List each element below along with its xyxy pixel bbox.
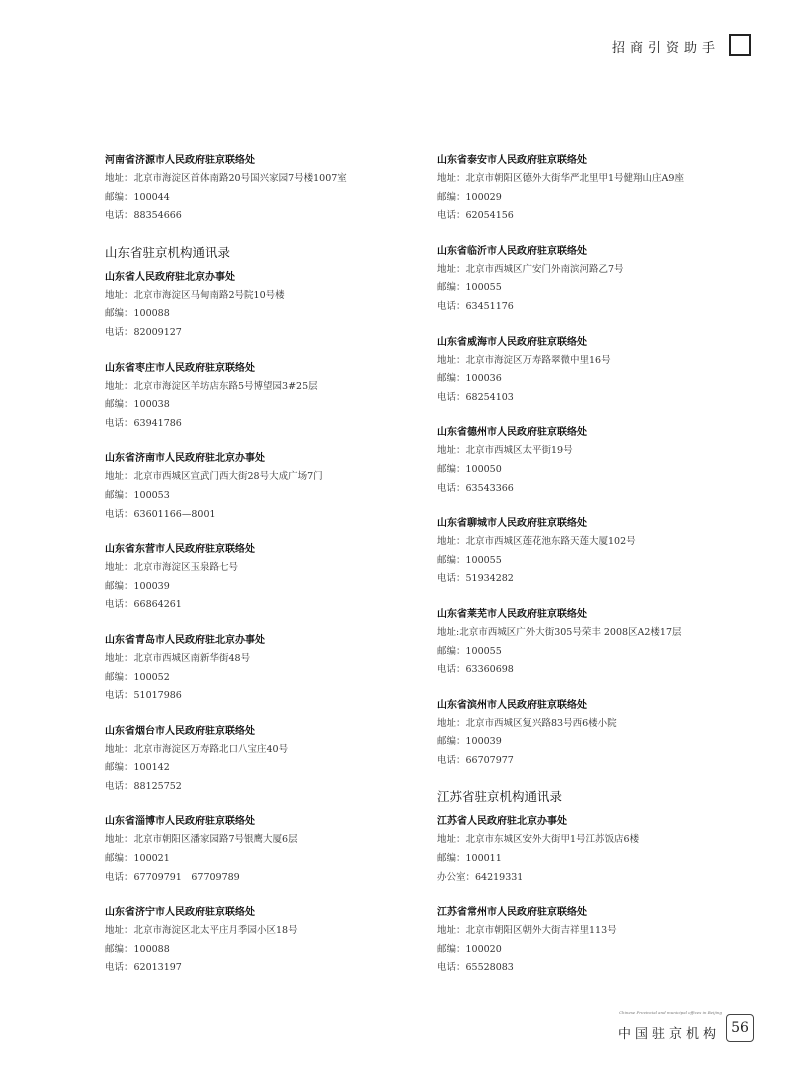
entry-phone: 电话：51934282 [437,573,514,585]
entry-name: 山东省威海市人民政府驻京联络处 [437,336,587,348]
entry-address: 地址：北京市海淀区羊坊店东路5号博望园3#25层 [105,380,318,392]
footer-chinese-title: 中国驻京机构 [617,1027,720,1042]
entry-phone: 电话：63360698 [437,664,514,676]
directory-entry [437,697,737,771]
entry-address: 地址:北京市西城区广外大街305号荣丰 2008区A2楼17层 [437,626,682,638]
directory-entry [437,334,737,408]
entry-name: 山东省滨州市人民政府驻京联络处 [437,699,587,711]
entry-address: 地址：北京市海淀区万寿路翠微中里16号 [437,354,611,366]
entry-postcode: 邮编：100039 [105,580,170,592]
entry-phone: 电话：66864261 [105,599,182,611]
section-heading: 山东省驻京机构通讯录 [105,244,231,260]
entry-postcode: 邮编：100021 [105,853,170,865]
directory-entry [437,904,737,978]
entry-name: 江苏省常州市人民政府驻京联络处 [437,907,587,919]
section-heading: 江苏省驻京机构通讯录 [437,789,563,805]
entry-address: 地址：北京市海淀区万寿路北口八宝庄40号 [105,743,289,755]
entry-postcode: 邮编：100055 [437,645,502,657]
entry-phone: 电话：62013197 [105,962,182,974]
entry-address: 地址：北京市海淀区马甸南路2号院10号楼 [105,289,285,301]
entry-phone: 电话：63451176 [437,300,514,312]
header-box-icon [729,34,751,56]
header-title: 招商引资助手 [611,41,720,56]
entry-name: 山东省烟台市人民政府驻京联络处 [105,725,255,737]
entry-postcode: 邮编：100038 [105,399,170,411]
left-column [105,152,405,995]
entry-name: 山东省泰安市人民政府驻京联络处 [437,155,587,166]
entry-name: 河南省济源市人民政府驻京联络处 [105,155,255,166]
entry-phone: 电话：68254103 [437,391,514,403]
entry-phone: 电话：65528083 [437,962,514,974]
entry-address: 地址：北京市西城区广安门外南滨河路乙7号 [437,263,624,275]
entry-name: 山东省东营市人民政府驻京联络处 [105,544,255,556]
directory-entry [437,424,737,498]
entry-name: 江苏省人民政府驻北京办事处 [437,816,567,828]
entry-phone: 电话：63941786 [105,417,182,429]
directory-entry [437,515,737,589]
directory-entry [437,243,737,317]
directory-entry [437,152,737,226]
page-number: 56 [726,1014,754,1042]
entry-postcode: 邮编：100055 [437,554,502,566]
directory-entry [105,813,405,887]
entry-name: 山东省济南市人民政府驻北京办事处 [105,453,265,465]
entry-postcode: 邮编：100011 [437,853,502,865]
entry-address: 地址：北京市海淀区玉泉路七号 [105,562,239,574]
directory-entry [105,632,405,706]
entry-address: 地址：北京市西城区南新华街48号 [105,652,251,664]
entry-name: 山东省枣庄市人民政府驻京联络处 [105,362,255,374]
entry-phone: 电话：51017986 [105,690,182,702]
entry-address: 地址：北京市西城区莲花池东路天莲大厦102号 [437,536,636,548]
entry-address: 地址：北京市西城区太平街19号 [437,445,573,457]
entry-phone: 电话：63543366 [437,482,514,494]
entry-address: 地址：北京市海淀区北太平庄月季园小区18号 [105,925,298,937]
entry-phone: 电话：82009127 [105,326,182,338]
entry-postcode: 邮编：100036 [437,373,502,385]
entry-address: 地址：北京市朝阳区朝外大街吉祥里113号 [437,925,617,937]
entry-address: 地址：北京市西城区宣武门西大街28号大成广场7门 [105,471,323,483]
directory-entry [105,269,405,343]
entry-phone: 电话：88354666 [105,210,182,222]
entry-name: 山东省德州市人民政府驻京联络处 [437,427,587,439]
entry-postcode: 邮编：100052 [105,671,170,683]
entry-phone: 电话：62054156 [437,210,514,222]
entry-name: 山东省人民政府驻北京办事处 [105,271,235,283]
entry-postcode: 邮编：100053 [105,489,170,501]
entry-phone: 电话：66707977 [437,754,514,766]
entry-name: 山东省聊城市人民政府驻京联络处 [437,518,587,530]
entry-postcode: 邮编：100029 [437,191,502,203]
directory-entry [105,723,405,797]
entry-postcode: 邮编：100044 [105,191,170,203]
entry-address: 地址：北京市朝阳区潘家园路7号银鹰大厦6层 [105,834,298,846]
entry-phone: 电话：63601166—8001 [105,508,216,520]
entry-postcode: 邮编：100142 [105,762,170,774]
entry-name: 山东省临沂市人民政府驻京联络处 [437,245,587,257]
entry-postcode: 邮编：100020 [437,943,502,955]
directory-entry [437,606,737,680]
entry-postcode: 邮编：100088 [105,943,170,955]
entry-address: 地址：北京市西城区复兴路83号西6楼小院 [437,717,617,729]
entry-postcode: 邮编：100055 [437,282,502,294]
entry-phone: 办公室：64219331 [437,871,524,883]
directory-entry [437,813,737,887]
directory-entry [105,152,405,226]
entry-phone: 电话：88125752 [105,780,182,792]
entry-address: 地址：北京市海淀区首体南路20号国兴家园7号楼1007室 [105,173,347,184]
entry-address: 地址：北京市东城区安外大街甲1号江苏饭店6楼 [437,834,640,846]
directory-entry [105,450,405,524]
entry-address: 地址：北京市朝阳区德外大街华严北里甲1号健翔山庄A9座 [437,173,684,184]
entry-name: 山东省济宁市人民政府驻京联络处 [105,907,255,919]
entry-name: 山东省莱芜市人民政府驻京联络处 [437,608,587,620]
directory-entry [105,541,405,615]
directory-entry [105,360,405,434]
footer-english-title: Chinese Provincial and municipal offices in Beijing [619,1010,722,1015]
entry-postcode: 邮编：100039 [437,736,502,748]
entry-postcode: 邮编：100088 [105,308,170,320]
entry-name: 山东省青岛市人民政府驻北京办事处 [105,634,265,646]
directory-entry [105,904,405,978]
entry-name: 山东省淄博市人民政府驻京联络处 [105,816,255,828]
entry-postcode: 邮编：100050 [437,463,502,475]
entry-phone: 电话：67709791 67709789 [105,871,240,883]
right-column [437,152,737,995]
